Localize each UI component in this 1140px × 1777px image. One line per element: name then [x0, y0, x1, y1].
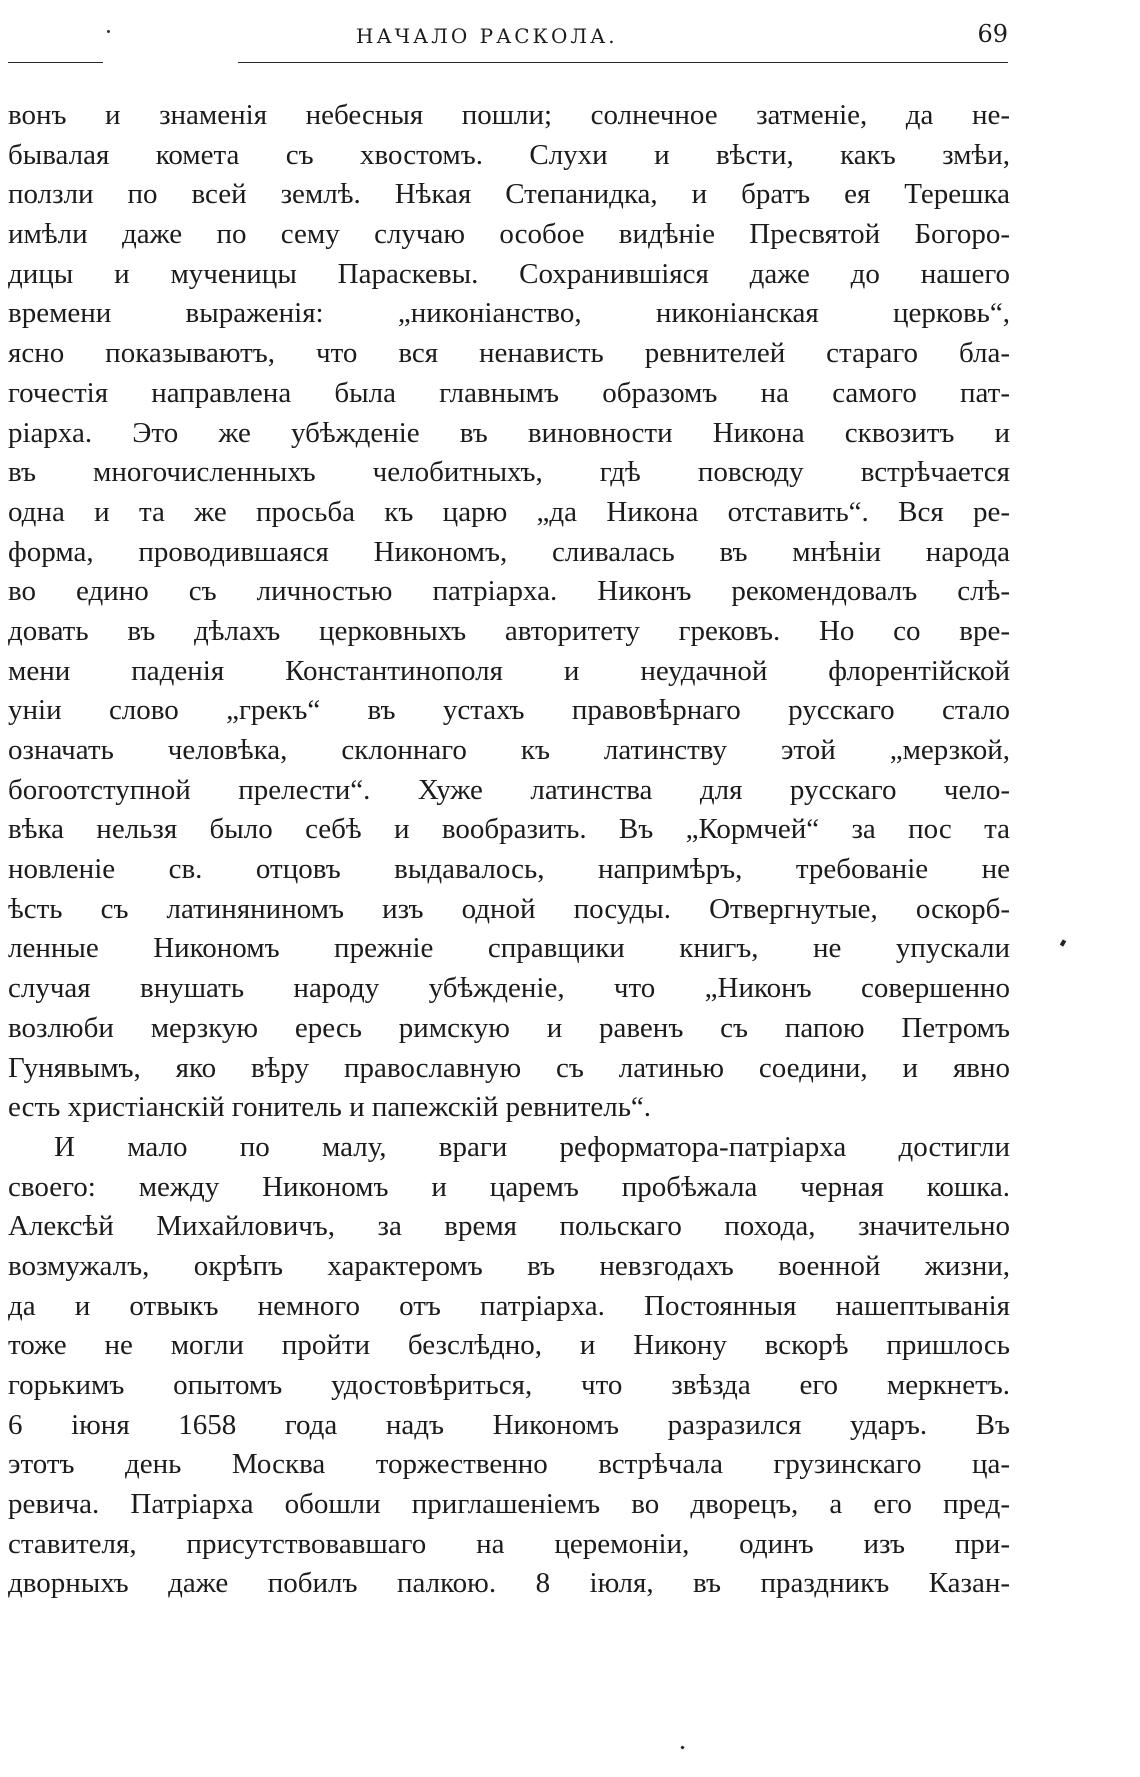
header-rule: [238, 62, 1008, 63]
text-line: Гунявымъ, яко вѣру православную съ латинью соедини, и явно: [8, 1051, 1010, 1084]
text-line: этотъ день Москва торжественно встрѣчала грузинскаго ца-: [8, 1448, 1010, 1481]
ink-speck: [680, 1745, 684, 1749]
text-line: горькимъ опытомъ удостовѣриться, что звѣзда его меркнетъ.: [8, 1369, 1010, 1401]
text-line: дворныхъ даже побилъ палкою. 8 іюля, въ праздникъ Казан-: [8, 1567, 1010, 1600]
running-head-title: НАЧАЛО РАСКОЛА.: [356, 24, 618, 48]
text-line: бывалая комета съ хвостомъ. Слухи и вѣсти, какъ змѣи,: [8, 138, 1010, 171]
text-line: ѣсть съ латиняниномъ изъ одной посуды. Отвергнутые, оскорб-: [8, 892, 1010, 925]
text-line: времени выраженія: „никоніанство, никоніанская церковь“,: [8, 297, 1010, 330]
text-line: вонъ и знаменія небесныя пошли; солнечное затменіе, да не-: [8, 99, 1010, 131]
page-number: 69: [977, 20, 1008, 48]
text-line: ясно показываютъ, что вся ненависть ревнителей стараго бла-: [8, 337, 1010, 370]
header-rule-left: [8, 62, 103, 63]
text-line: означать человѣка, склоннаго къ латинству этой „мерзкой,: [8, 734, 1010, 766]
text-line: во едино съ личностью патріарха. Никонъ рекомендовалъ слѣ-: [8, 575, 1010, 608]
paragraph-1: [8, 96, 1010, 1128]
text-line: форма, проводившаяся Никономъ, сливалась въ мнѣніи народа: [8, 535, 1010, 568]
text-line: случая внушать народу убѣжденіе, что „Никонъ совершенно: [8, 972, 1010, 1005]
text-line: ріарха. Это же убѣжденіе въ виновности Никона сквозитъ и: [8, 416, 1010, 449]
text-line: мени паденія Константинополя и неудачной флорентійской: [8, 654, 1010, 687]
text-line: довать въ дѣлахъ церковныхъ авторитету грековъ. Но со вре-: [8, 614, 1010, 647]
text-line: возмужалъ, окрѣпъ характеромъ въ невзгодахъ военной жизни,: [8, 1249, 1010, 1282]
text-line: имѣли даже по сему случаю особое видѣніе Пресвятой Богоро-: [8, 218, 1010, 251]
text-line: новленіе св. отцовъ выдавалось, напримѣръ, требованіе не: [8, 853, 1010, 886]
paragraph-2: [8, 1128, 1010, 1604]
text-line: одна и та же просьба къ царю „да Никона отставить“. Вся ре-: [8, 495, 1010, 528]
text-line: вѣка нельзя было себѣ и вообразить. Въ „Кормчей“ за пос та: [8, 813, 1010, 846]
text-line: своего: между Никономъ и царемъ пробѣжала черная кошка.: [8, 1170, 1010, 1203]
text-line: ревича. Патріарха обошли приглашеніемъ во дворецъ, а его пред-: [8, 1488, 1010, 1521]
text-line: есть христіанскій гонитель и папежскій ревнитель“.: [8, 1091, 652, 1124]
text-line: тоже не могли пройти безслѣдно, и Никону вскорѣ пришлось: [8, 1329, 1010, 1362]
text-line: дицы и мученицы Параскевы. Сохранившіяся даже до нашего: [8, 257, 1010, 290]
text-line: да и отвыкъ немного отъ патріарха. Постоянныя нашептыванія: [8, 1289, 1010, 1322]
text-line: богоотступной прелести“. Хуже латинства для русскаго чело-: [8, 773, 1010, 806]
text-line: 6 іюня 1658 года надъ Никономъ разразился ударъ. Въ: [8, 1408, 1010, 1441]
text-line: гочестія направлена была главнымъ образомъ на самого пат-: [8, 376, 1010, 409]
text-line: И мало по малу, враги реформатора-патріарха достигли: [54, 1130, 1010, 1163]
text-line: ленные Никономъ прежніе справщики книгъ, не упускали: [8, 932, 1010, 965]
ink-speck: [1060, 939, 1066, 946]
header-speck: [107, 30, 110, 33]
text-line: Алексѣй Михайловичъ, за время польскаго похода, значительно: [8, 1210, 1010, 1243]
text-line: ползли по всей землѣ. Нѣкая Степанидка, и братъ ея Терешка: [8, 178, 1010, 211]
text-line: въ многочисленныхъ челобитныхъ, гдѣ повсюду встрѣчается: [8, 456, 1010, 489]
body-text: [8, 96, 1010, 1604]
text-line: возлюби мерзкую ересь римскую и равенъ съ папою Петромъ: [8, 1011, 1010, 1044]
text-line: уніи слово „грекъ“ въ устахъ правовѣрнаго русскаго стало: [8, 694, 1010, 727]
running-header: [0, 18, 1140, 62]
text-line: ставителя, присутствовавшаго на церемоніи, одинъ изъ при-: [8, 1527, 1010, 1560]
